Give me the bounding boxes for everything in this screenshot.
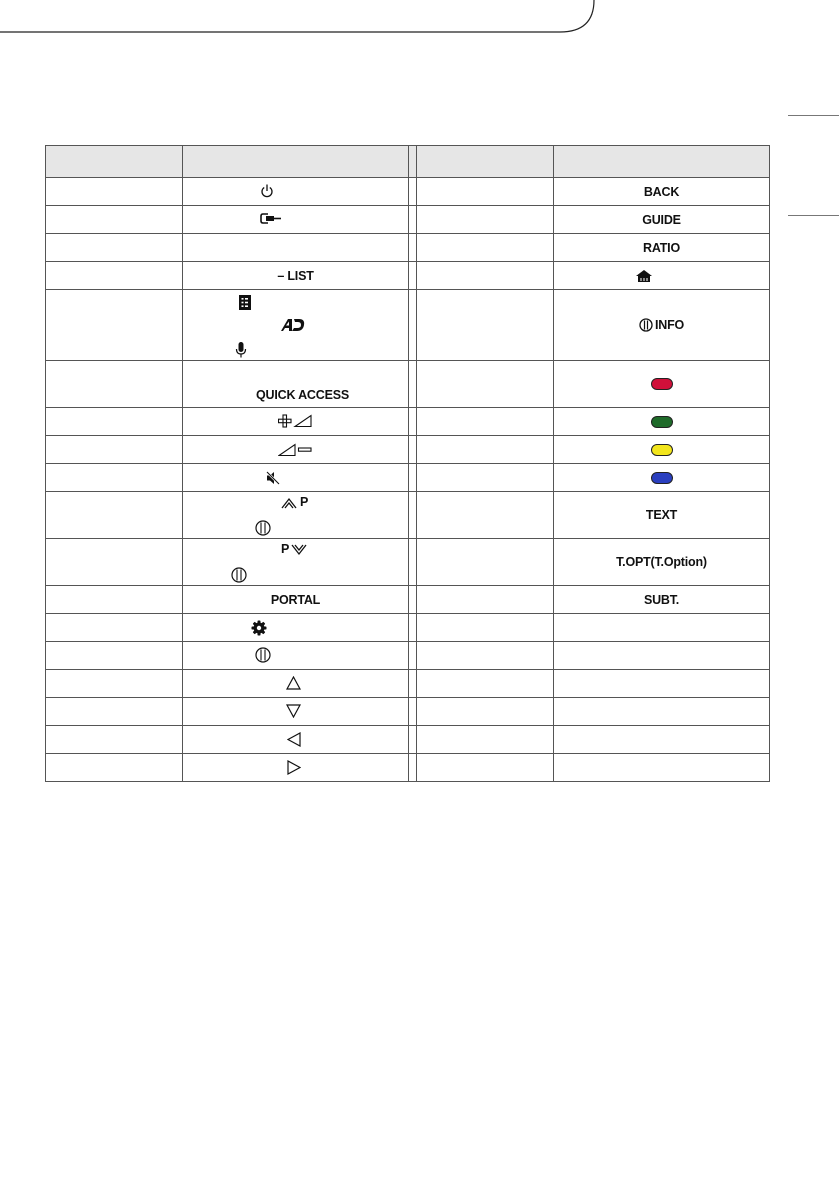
table-row <box>46 206 770 234</box>
column-gap <box>409 408 417 436</box>
table-cell <box>46 178 183 206</box>
quick-access-label: QUICK ACCESS <box>256 388 349 402</box>
table-cell <box>183 206 409 234</box>
table-row <box>46 178 770 206</box>
column-gap <box>409 754 417 782</box>
back-label: BACK <box>643 184 680 199</box>
table-cell <box>417 586 554 614</box>
column-gap <box>409 539 417 586</box>
input-icon <box>260 213 282 225</box>
table-cell <box>417 408 554 436</box>
column-gap <box>409 642 417 670</box>
table-row <box>46 234 770 262</box>
table-cell <box>554 614 770 642</box>
table-cell <box>46 361 183 408</box>
volume-down-icon <box>278 443 312 457</box>
channel-up-p-label: P <box>300 495 309 509</box>
table-cell <box>417 614 554 642</box>
table-cell <box>46 492 183 539</box>
mute-icon <box>265 470 281 486</box>
table-cell <box>417 262 554 290</box>
table-cell <box>417 698 554 726</box>
table-cell <box>46 262 183 290</box>
table-cell <box>554 492 770 539</box>
column-gap <box>409 262 417 290</box>
column-gap <box>409 492 417 539</box>
table-cell <box>183 361 409 408</box>
table-cell <box>46 614 183 642</box>
column-gap <box>409 290 417 361</box>
table-cell <box>183 234 409 262</box>
home-icon <box>635 269 653 283</box>
table-cell <box>554 290 770 361</box>
table-cell <box>554 361 770 408</box>
table-cell <box>554 408 770 436</box>
audio-description-icon <box>280 318 306 332</box>
side-tab-rule-bottom <box>788 215 839 216</box>
table-cell <box>554 698 770 726</box>
table-row <box>46 586 770 614</box>
yellow-button-icon <box>651 444 673 456</box>
table-cell <box>417 464 554 492</box>
settings-gear-icon <box>251 620 267 636</box>
table-cell <box>417 754 554 782</box>
table-cell <box>46 436 183 464</box>
table-cell <box>183 408 409 436</box>
table-cell <box>417 178 554 206</box>
table-row <box>46 408 770 436</box>
table-cell <box>554 464 770 492</box>
table-cell <box>46 642 183 670</box>
table-cell <box>554 586 770 614</box>
table-cell <box>554 178 770 206</box>
text-label: TEXT <box>645 508 678 522</box>
ratio-label: RATIO <box>643 240 680 255</box>
table-row <box>46 290 770 361</box>
table-cell <box>183 642 409 670</box>
table-row <box>46 464 770 492</box>
table-row <box>46 670 770 698</box>
channel-up-icon <box>281 497 297 509</box>
table-cell <box>183 614 409 642</box>
table-row <box>46 726 770 754</box>
power-icon <box>260 183 274 199</box>
table-cell <box>417 670 554 698</box>
guide-label: GUIDE <box>642 212 681 227</box>
green-button-icon <box>651 416 673 428</box>
table-cell <box>417 290 554 361</box>
table-row <box>46 539 770 586</box>
table-cell <box>183 754 409 782</box>
column-gap <box>409 670 417 698</box>
header-cell <box>417 146 554 178</box>
column-gap <box>409 206 417 234</box>
arrow-up-icon <box>286 676 301 690</box>
table-row <box>46 262 770 290</box>
table-cell <box>554 539 770 586</box>
table-cell <box>554 262 770 290</box>
table-row <box>46 698 770 726</box>
column-gap <box>409 436 417 464</box>
table-row <box>46 361 770 408</box>
table-header-row <box>46 146 770 178</box>
info-label: INFO <box>654 318 685 332</box>
column-gap <box>409 178 417 206</box>
table-cell <box>46 234 183 262</box>
table-cell <box>554 670 770 698</box>
header-cell <box>554 146 770 178</box>
column-gap <box>409 586 417 614</box>
table-cell <box>554 234 770 262</box>
table-cell <box>554 726 770 754</box>
table-cell <box>554 754 770 782</box>
long-press-icon <box>255 647 271 663</box>
header-cell <box>183 146 409 178</box>
table-row <box>46 642 770 670</box>
column-gap <box>409 146 417 178</box>
table-cell <box>46 464 183 492</box>
arrow-down-icon <box>286 704 301 718</box>
table-cell <box>46 726 183 754</box>
info-icon <box>639 318 653 332</box>
channel-down-p-label: P <box>281 542 290 556</box>
table-row <box>46 436 770 464</box>
table-row <box>46 492 770 539</box>
table-cell <box>183 436 409 464</box>
column-gap <box>409 726 417 754</box>
table-row <box>46 754 770 782</box>
volume-up-icon <box>278 414 312 428</box>
table-cell <box>183 726 409 754</box>
column-gap <box>409 464 417 492</box>
side-tab-rule-top <box>788 115 839 116</box>
channel-down-icon <box>291 544 307 556</box>
table-cell <box>417 642 554 670</box>
table-cell <box>417 436 554 464</box>
text-option-label: T.OPT(T.Option) <box>616 555 707 569</box>
column-gap <box>409 698 417 726</box>
long-press-icon <box>231 567 247 583</box>
table-cell <box>417 361 554 408</box>
table-cell <box>417 726 554 754</box>
page-edge-curve <box>0 0 839 40</box>
list-label: – LIST <box>277 268 314 283</box>
table-cell <box>554 206 770 234</box>
long-press-icon <box>255 520 271 536</box>
table-cell <box>417 234 554 262</box>
arrow-right-icon <box>287 760 301 775</box>
table-cell <box>554 642 770 670</box>
table-cell <box>183 262 409 290</box>
table-cell <box>554 436 770 464</box>
table-row <box>46 614 770 642</box>
blue-button-icon <box>651 472 673 484</box>
table-cell <box>46 408 183 436</box>
table-cell <box>183 539 409 586</box>
menu-icon <box>239 295 251 310</box>
microphone-icon <box>235 342 247 358</box>
red-button-icon <box>651 378 673 390</box>
table-cell <box>183 178 409 206</box>
table-cell <box>183 464 409 492</box>
table-cell <box>46 754 183 782</box>
arrow-left-icon <box>287 732 301 747</box>
table-cell <box>46 698 183 726</box>
remote-key-code-table <box>45 145 770 782</box>
table-cell <box>417 206 554 234</box>
table-cell <box>46 290 183 361</box>
table-cell <box>183 698 409 726</box>
header-cell <box>46 146 183 178</box>
column-gap <box>409 361 417 408</box>
table-cell <box>183 492 409 539</box>
table-cell <box>183 670 409 698</box>
column-gap <box>409 234 417 262</box>
column-gap <box>409 614 417 642</box>
subtitle-label: SUBT. <box>643 592 680 607</box>
table-cell <box>417 539 554 586</box>
table-cell <box>46 539 183 586</box>
table-cell <box>46 206 183 234</box>
table-cell <box>46 670 183 698</box>
portal-label: PORTAL <box>270 592 321 607</box>
table-cell <box>46 586 183 614</box>
table-cell <box>183 586 409 614</box>
table-cell <box>183 290 409 361</box>
table-cell <box>417 492 554 539</box>
